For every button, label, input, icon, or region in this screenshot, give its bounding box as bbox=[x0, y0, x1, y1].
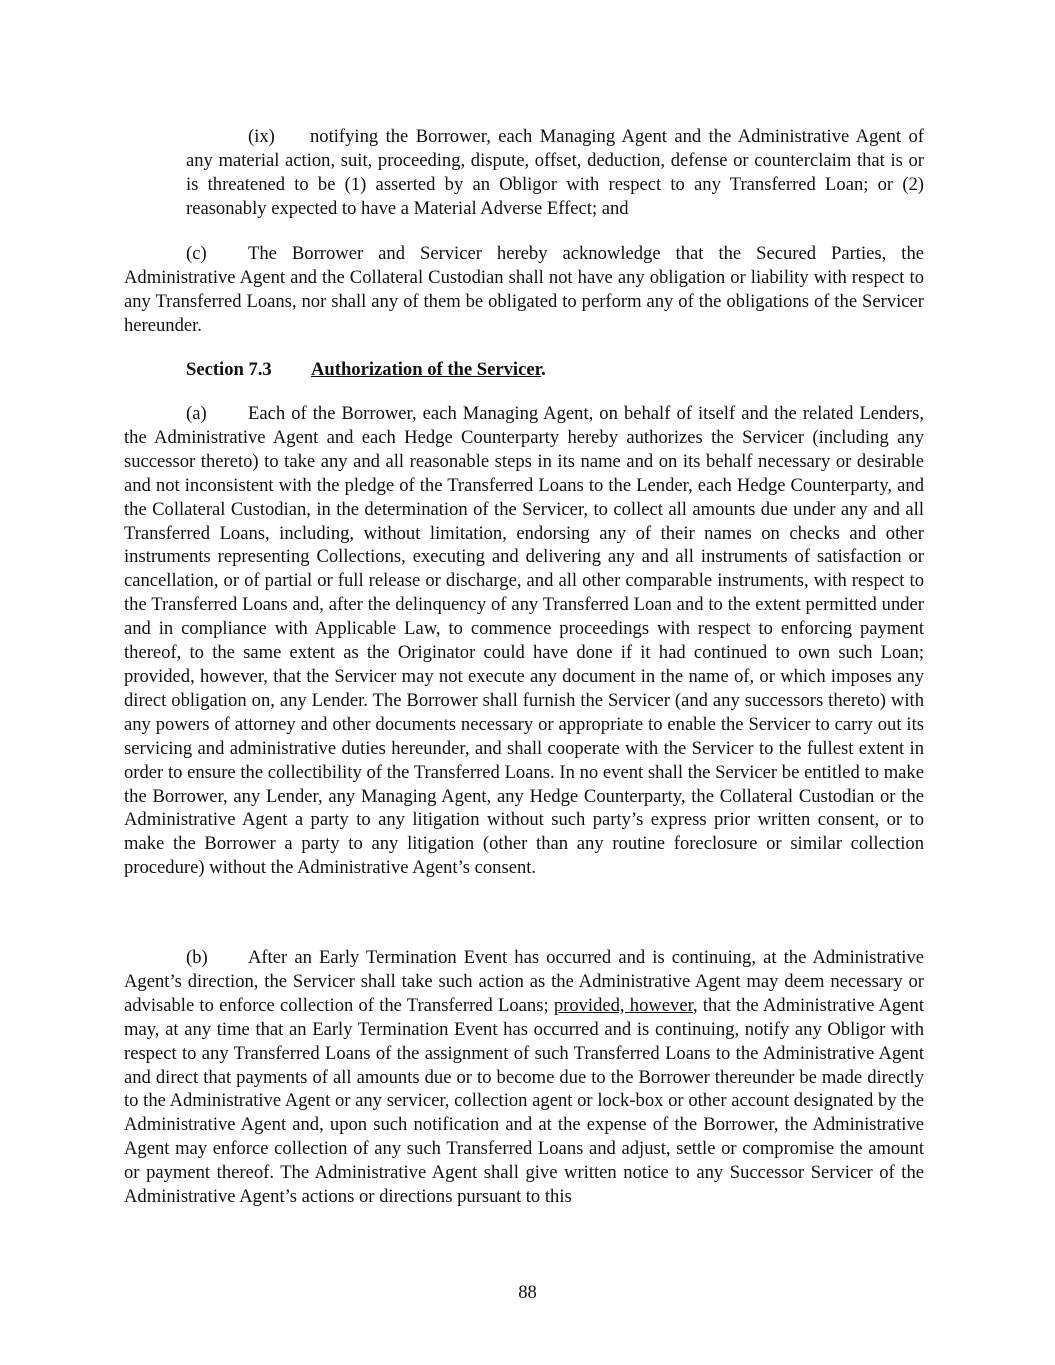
section-title: Authorization of the Servicer bbox=[311, 359, 542, 380]
paragraph-b bbox=[124, 946, 924, 1209]
paragraph-b-proviso: provided, however bbox=[553, 994, 694, 1016]
paragraph-ix-label: (ix) bbox=[248, 126, 275, 147]
paragraph-c-text: The Borrower and Servicer hereby acknowledge that the Secured Parties, the Administrative Agent and the Collateral Custodian shall not have any obligation or liability with respect to any Transferred Loans, nor shall any of them be obligated to perform any of the obligations of the Servicer hereunder. bbox=[124, 243, 924, 336]
paragraph-b-text-before: After an Early Termination Event has occurred and is continuing, at the Administrative Agent’s direction, the Servicer shall take such action as the Administrative Agent may deem necessary or advisable to enforce collection of the Transferred Loans; bbox=[124, 947, 924, 1016]
page-number: 88 bbox=[518, 1282, 537, 1303]
paragraph-c bbox=[124, 242, 924, 338]
paragraph-ix bbox=[186, 125, 924, 221]
paragraph-ix-text: notifying the Borrower, each Managing Agent and the Administrative Agent of any material action, suit, proceeding, dispute, offset, deduction, defense or counterclaim that is or is threatened to be (1) asserted by an Obligor with respect to any Transferred Loan; or (2) reasonably expected to have a Material Adverse Effect; and bbox=[186, 126, 924, 219]
section-heading bbox=[186, 358, 546, 382]
section-title-period: . bbox=[541, 359, 546, 380]
paragraph-c-label: (c) bbox=[186, 243, 207, 264]
paragraph-a-text: Each of the Borrower, each Managing Agent, on behalf of itself and the related Lenders, the Administrative Agent and each Hedge Counterparty hereby authorizes the Servicer (including any successor thereto) to take any and all reasonable steps in its name and on its behalf necessary or desirable and not inconsistent with the pledge of the Transferred Loans to the Lender, each Hedge Counterparty, and the Collateral Custodian, in the determination of the Servicer, to collect all amounts due under any and all Transferred Loans, including, without limitation, endorsing any of their names on checks and other instruments representing Collections, executing and delivering any and all instruments of satisfaction or cancellation, or of partial or full release or discharge, and all other comparable instruments, with respect to the Transferred Loans and, after the delinquency of any Transferred Loan and to the extent permitted under and in compliance with Applicable Law, to commence proceedings with respect to enforcing payment thereof, to the same extent as the Originator could have done if it had continued to own such Loan; provided, however, that the Servicer may not execute any document in the name of, or which imposes any direct obligation on, any Lender. The Borrower shall furnish the Servicer (and any successors thereto) with any powers of attorney and other documents necessary or appropriate to enable the Servicer to carry out its servicing and administrative duties hereunder, and shall cooperate with the Servicer to the fullest extent in order to ensure the collectibility of the Transferred Loans. In no event shall the Servicer be entitled to make the Borrower, any Lender, any Managing Agent, any Hedge Counterparty, the Collateral Custodian or the Administrative Agent a party to any litigation without such party’s express prior written consent, or to make the Borrower a party to any litigation (other than any routine foreclosure or similar collection procedure) without the Administrative Agent’s consent. bbox=[124, 403, 924, 879]
paragraph-a bbox=[124, 402, 924, 880]
section-number: Section 7.3 bbox=[186, 359, 272, 380]
paragraph-b-label: (b) bbox=[186, 947, 208, 968]
paragraph-a-label: (a) bbox=[186, 403, 207, 424]
paragraph-b-text-after: , that the Administrative Agent may, at any time that an Early Termination Event has occurred and is continuing, notify any Obligor with respect to any Transferred Loans of the assignment of such Transferred Loans to the Administrative Agent and direct that payments of all amounts due or to become due to the Borrower thereunder be made directly to the Administrative Agent or any servicer, collection agent or lock-box or other account designated by the Administrative Agent and, upon such notification and at the expense of the Borrower, the Administrative Agent may enforce collection of any such Transferred Loans and adjust, settle or compromise the amount or payment thereof. The Administrative Agent shall give written notice to any Successor Servicer of the Administrative Agent’s actions or directions pursuant to this bbox=[124, 994, 925, 1208]
